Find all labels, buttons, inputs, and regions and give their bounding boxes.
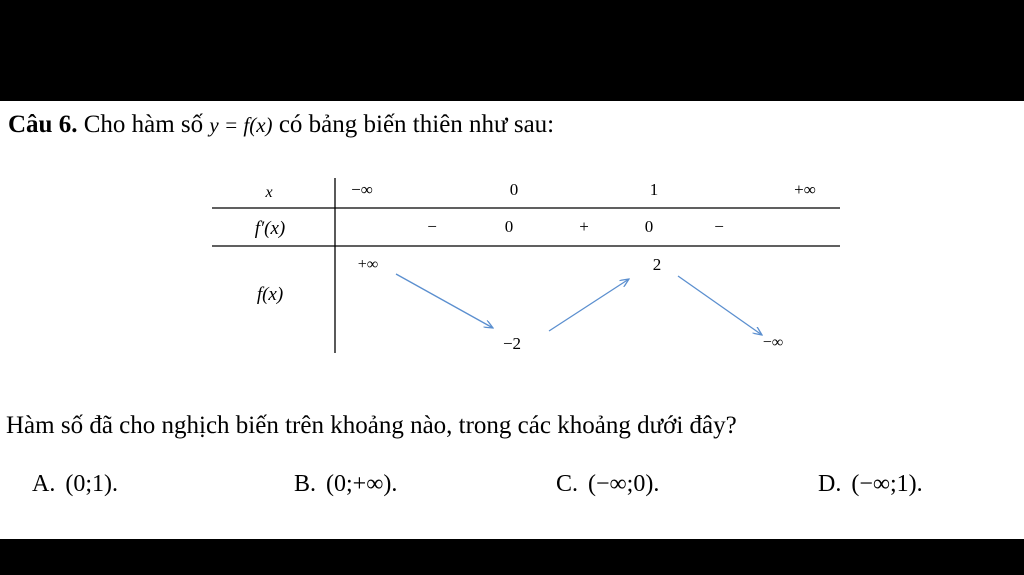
x-value-1: 1 bbox=[649, 180, 659, 199]
deriv-sign-2: + bbox=[579, 217, 589, 236]
answer-text: (0;+∞). bbox=[326, 471, 398, 497]
deriv-sign-1: − bbox=[427, 217, 437, 236]
answer-d[interactable] bbox=[818, 471, 923, 498]
arrow-decrease-1 bbox=[396, 274, 493, 328]
fx-value-pos-inf: +∞ bbox=[357, 256, 379, 273]
answer-b[interactable] bbox=[294, 471, 397, 498]
question-number: Câu 6. bbox=[8, 111, 78, 138]
answer-text: (−∞;1). bbox=[851, 471, 923, 497]
arrow-increase bbox=[549, 279, 629, 331]
fx-value-max: 2 bbox=[652, 255, 662, 274]
x-value-neg-inf: −∞ bbox=[351, 180, 373, 199]
answer-letter: A. bbox=[32, 471, 56, 497]
function-expression: y = f(x) bbox=[209, 113, 273, 137]
document-page bbox=[0, 101, 1024, 539]
question-prompt: Hàm số đã cho nghịch biến trên khoảng nào, trong các khoảng dưới đây? bbox=[6, 412, 737, 439]
fx-value-neg-inf: −∞ bbox=[762, 334, 784, 351]
arrow-decrease-2 bbox=[678, 276, 762, 335]
answer-text: (−∞;0). bbox=[588, 471, 660, 497]
answer-a[interactable] bbox=[32, 471, 118, 498]
answer-c[interactable] bbox=[556, 471, 659, 498]
answer-letter: D. bbox=[818, 471, 842, 497]
row-label-derivative: f′(x) bbox=[254, 218, 286, 239]
x-value-pos-inf: +∞ bbox=[794, 180, 816, 199]
answer-letter: C. bbox=[556, 471, 579, 497]
deriv-sign-3: − bbox=[714, 217, 724, 236]
row-label-fx: f(x) bbox=[256, 284, 284, 305]
deriv-zero-1: 0 bbox=[504, 217, 514, 236]
question-text-after: có bảng biến thiên như sau: bbox=[278, 111, 555, 138]
fx-value-min: −2 bbox=[502, 334, 522, 353]
row-label-x: x bbox=[265, 184, 273, 201]
x-value-0: 0 bbox=[509, 180, 519, 199]
question-text-before: Cho hàm số bbox=[83, 111, 204, 138]
deriv-zero-2: 0 bbox=[644, 217, 654, 236]
answer-text: (0;1). bbox=[65, 471, 118, 497]
variation-table bbox=[212, 173, 842, 358]
answer-letter: B. bbox=[294, 471, 317, 497]
question-title bbox=[8, 111, 554, 139]
